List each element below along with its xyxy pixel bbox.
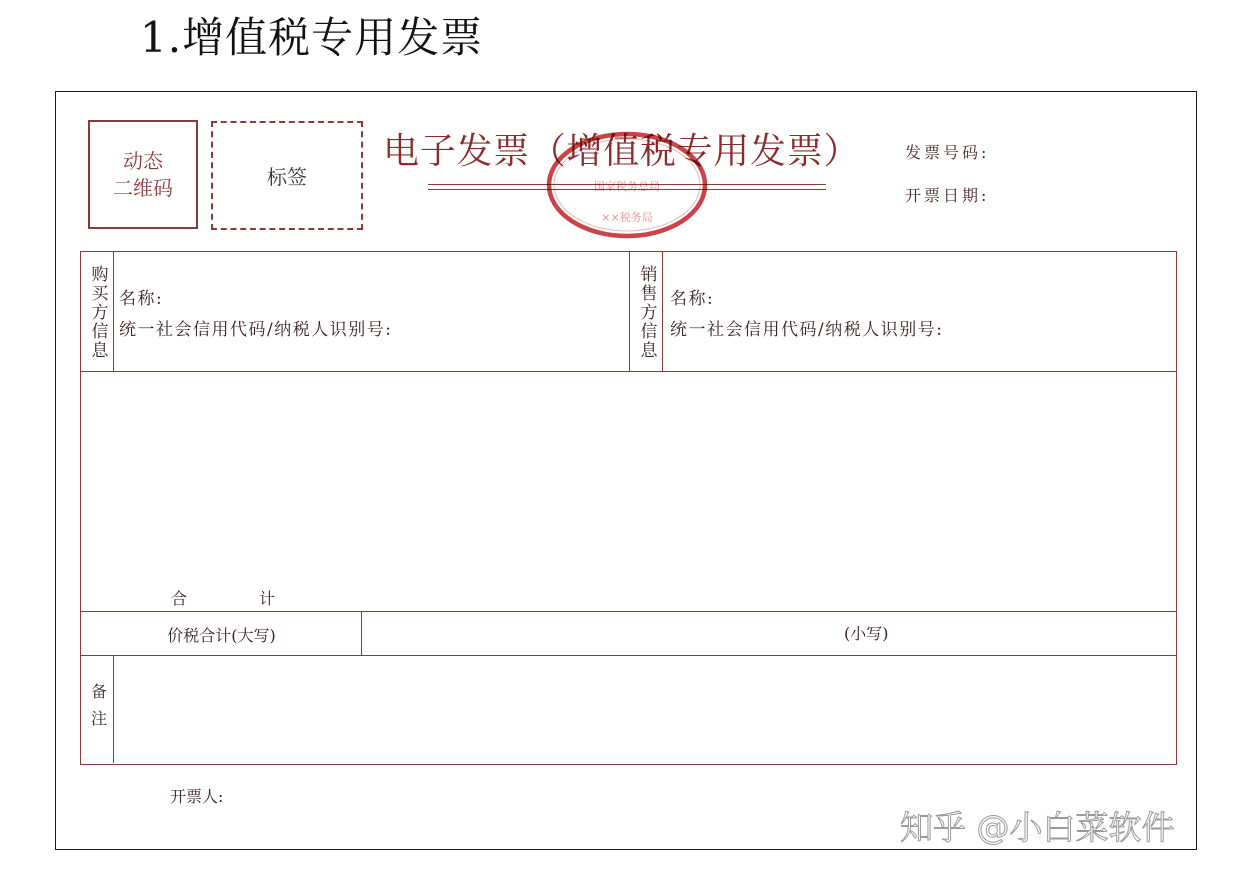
qr-box-line1: 动态	[123, 148, 163, 173]
invoice-number-label: 发票号码:	[905, 143, 990, 162]
issuer-label: 开票人:	[170, 787, 224, 806]
issue-date-label: 开票日期:	[905, 186, 990, 205]
amount-in-words-label-text: 价税合计(大写)	[167, 625, 276, 645]
label-placeholder-box	[211, 121, 363, 230]
seller-name-label: 名称:	[670, 289, 715, 309]
buyer-tax-id-label: 统一社会信用代码/纳税人识别号:	[119, 320, 393, 340]
watermark: 知乎 @小白菜软件	[900, 808, 1175, 847]
seller-section-label	[630, 252, 663, 372]
total-label-char-1: 合	[171, 589, 188, 608]
buyer-section-label	[81, 252, 114, 372]
buyer-section-label-text: 购买方信息	[87, 264, 108, 360]
label-box-text: 标签	[267, 165, 307, 189]
seal-center-text: 国家税务总局	[594, 180, 660, 193]
seller-tax-id-label: 统一社会信用代码/纳税人识别号:	[670, 320, 944, 340]
qr-box-line2: 二维码	[113, 175, 173, 200]
remarks-label	[81, 656, 114, 764]
page-heading: 1.增值税专用发票	[140, 13, 484, 62]
seller-section-label-text: 销售方信息	[636, 264, 657, 360]
buyer-seller-row-divider	[81, 371, 1176, 372]
total-label-char-2: 计	[259, 589, 276, 608]
invoice-table	[80, 251, 1177, 765]
seal-bottom-text: ××税务局	[601, 211, 653, 224]
remarks-label-text: 备注	[88, 683, 108, 737]
dynamic-qr-code-box	[88, 120, 198, 229]
invoice-title: 电子发票（增值税专用发票）	[383, 131, 861, 172]
buyer-name-label: 名称:	[119, 289, 164, 309]
amount-in-figures-label: (小写)	[844, 624, 889, 643]
amount-in-words-label	[81, 612, 362, 656]
official-seal-stamp	[545, 130, 710, 242]
